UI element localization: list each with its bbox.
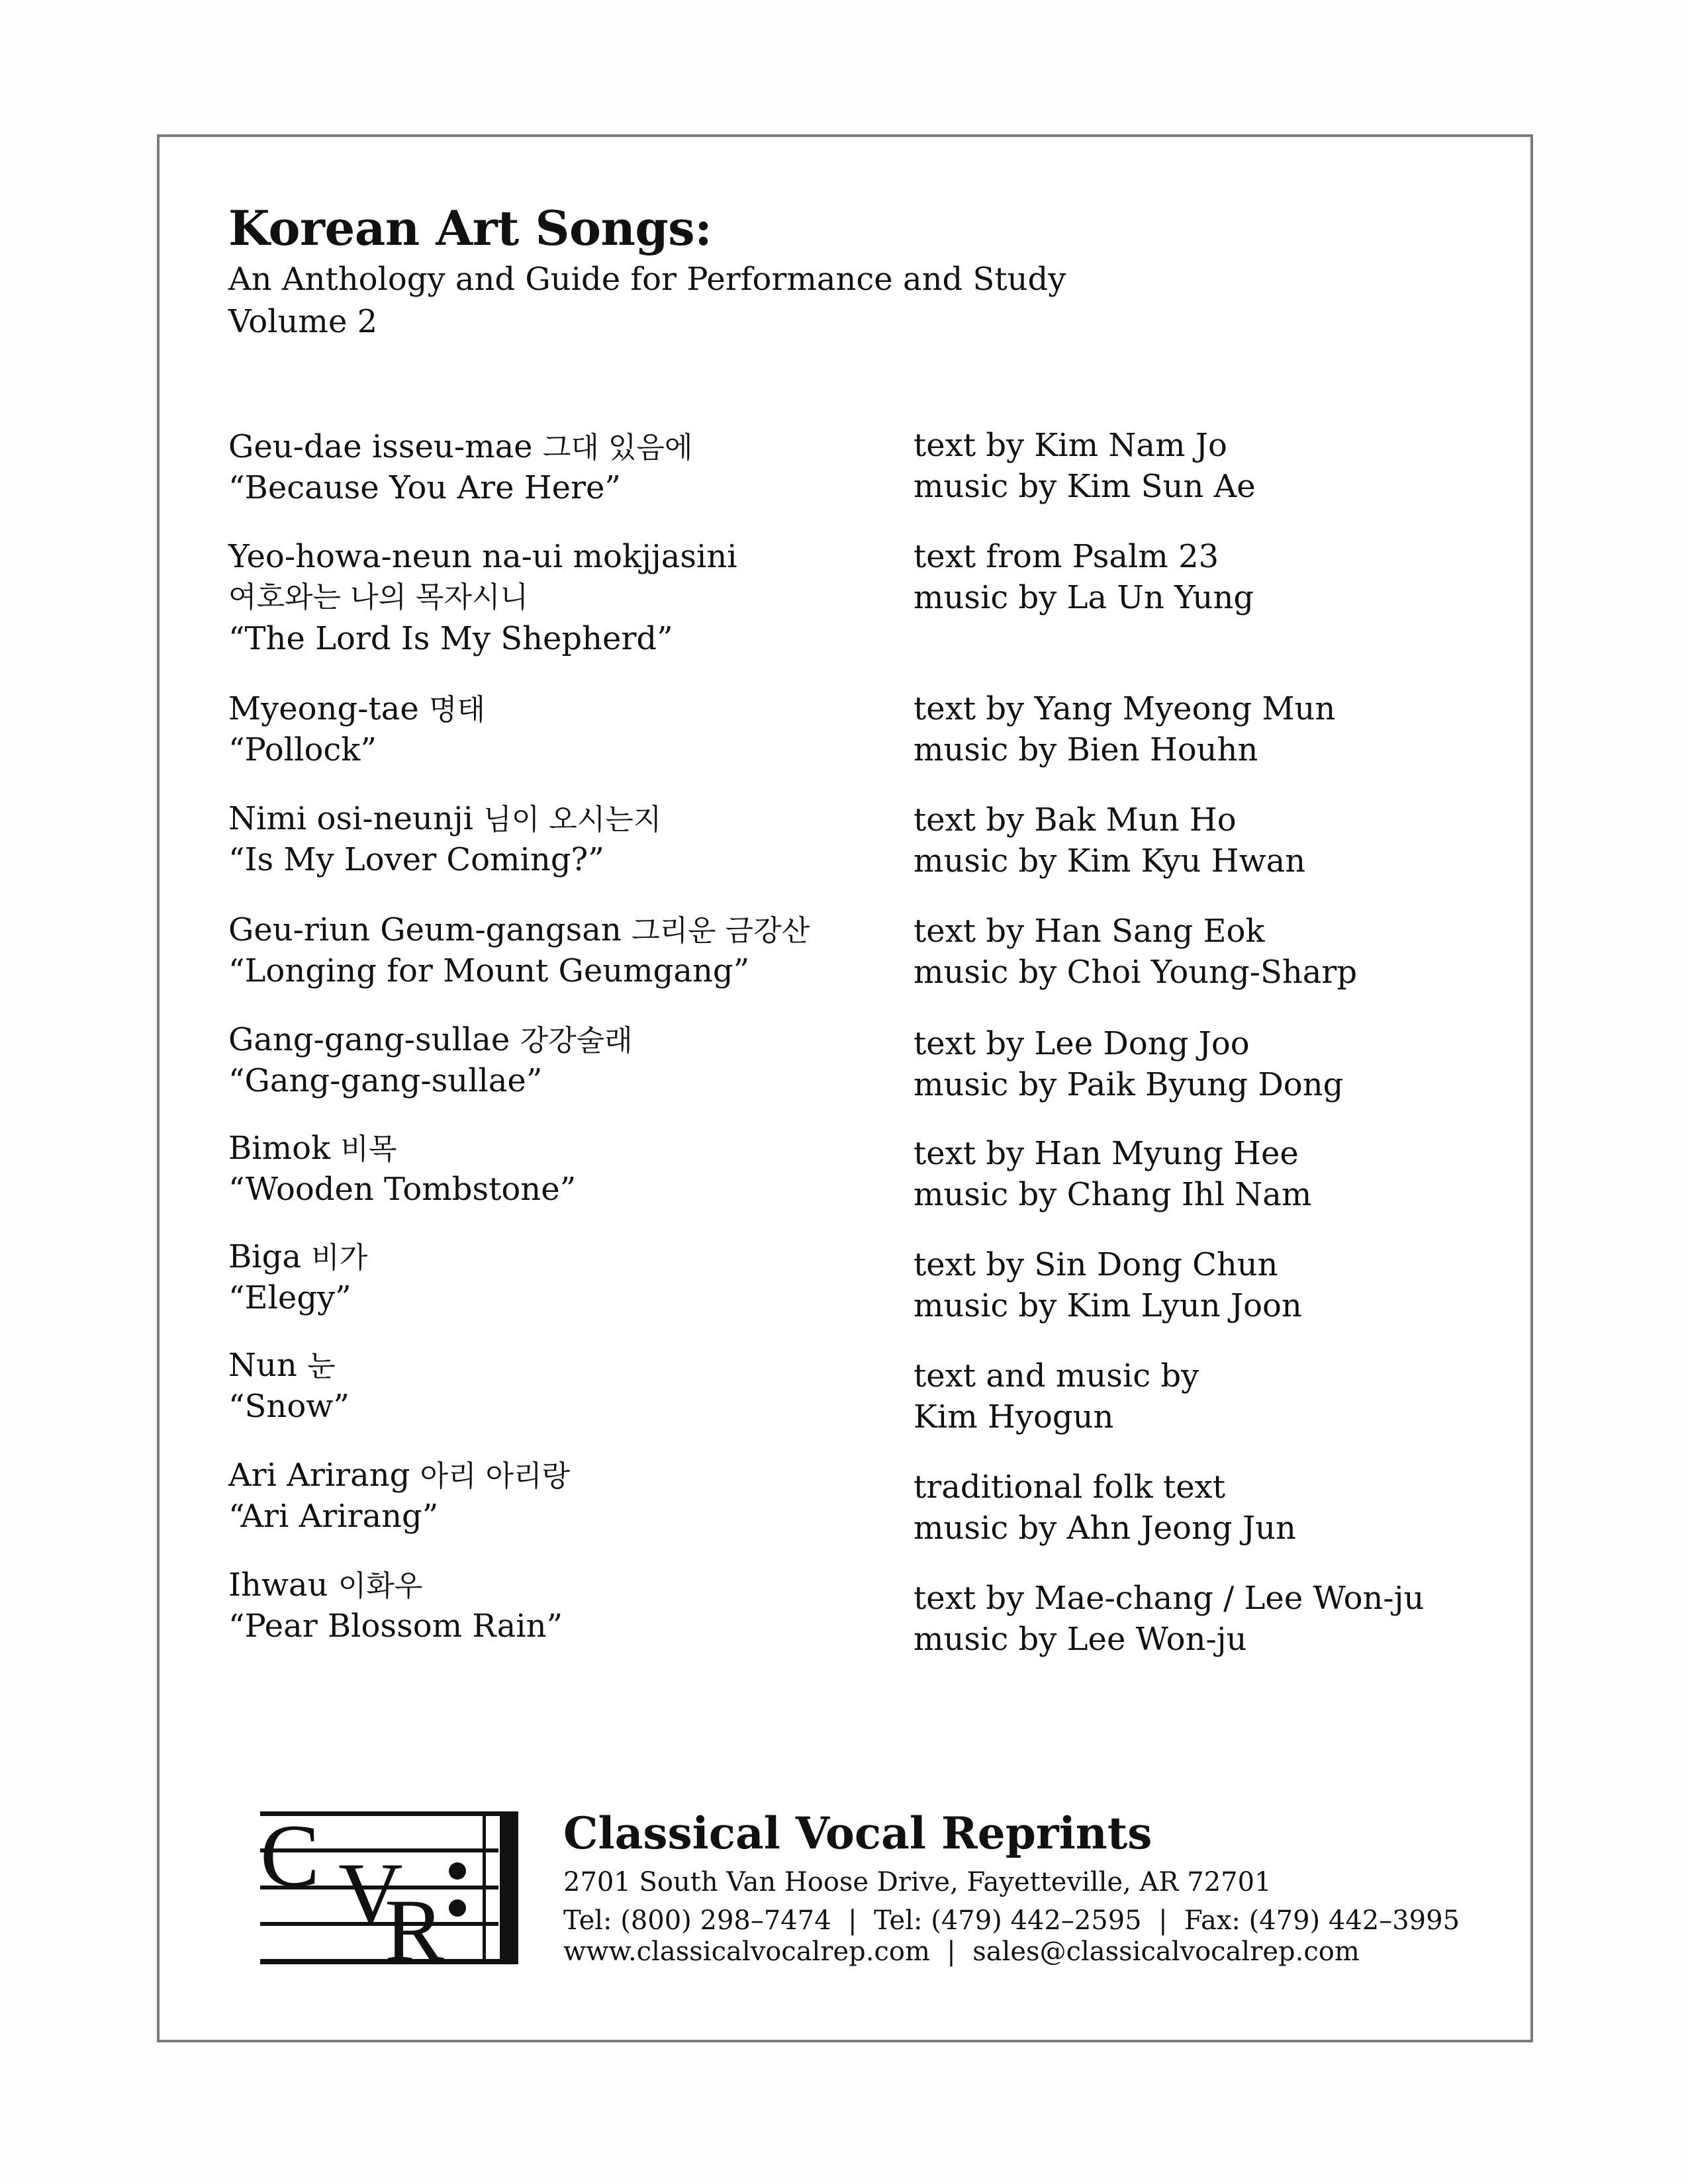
song-music-credit: music by Kim Sun Ae <box>914 468 1256 505</box>
song-english-title: “The Lord Is My Shepherd” <box>228 620 673 657</box>
song-text-credit: text by Han Myung Hee <box>914 1135 1299 1172</box>
song-text-credit: text by Sin Dong Chun <box>914 1246 1278 1283</box>
song-text-credit: text by Han Sang Eok <box>914 913 1265 950</box>
song-credits-block <box>914 1467 1296 1549</box>
song-romanized-title: Biga <box>228 1238 301 1275</box>
song-romanized-title: Gang-gang-sullae <box>228 1021 510 1058</box>
svg-text:R: R <box>385 1882 445 1965</box>
song-english-title: “Ari Arirang” <box>228 1498 439 1535</box>
song-music-credit: Kim Hyogun <box>914 1398 1114 1435</box>
song-credits-block <box>914 911 1357 993</box>
svg-text:C: C <box>260 1811 320 1905</box>
song-romanized-title: Myeong-tae <box>228 690 419 727</box>
song-credits-block <box>914 1244 1302 1326</box>
song-hangul-title: 이화우 <box>338 1569 423 1603</box>
song-english-title: “Because You Are Here” <box>228 469 621 506</box>
song-title-block <box>228 798 661 880</box>
song-title-block <box>228 688 485 770</box>
song-music-credit: music by La Un Yung <box>914 579 1254 616</box>
song-hangul-title: 아리 아리랑 <box>420 1459 571 1493</box>
song-romanized-title: Ihwau <box>228 1567 328 1604</box>
song-title-block <box>228 1565 563 1647</box>
song-title-block <box>228 909 810 991</box>
song-music-credit: music by Lee Won-ju <box>914 1621 1247 1658</box>
song-hangul-title: 님이 오시는지 <box>483 803 662 837</box>
song-english-title: “Longing for Mount Geumgang” <box>228 952 750 989</box>
song-text-credit: text from Psalm 23 <box>914 538 1219 575</box>
song-hangul-title: 비목 <box>340 1132 397 1166</box>
song-music-credit: music by Chang Ihl Nam <box>914 1176 1312 1213</box>
song-hangul-title: 그대 있음에 <box>542 431 693 465</box>
song-english-title: “Snow” <box>228 1388 350 1425</box>
song-credits-block <box>914 688 1335 770</box>
song-text-credit: text by Bak Mun Ho <box>914 801 1237 839</box>
song-hangul-title: 강강술래 <box>520 1024 633 1058</box>
song-music-credit: music by Kim Kyu Hwan <box>914 842 1306 880</box>
publisher-address: 2701 South Van Hoose Drive, Fayetteville, AR 72701 <box>563 1867 1272 1897</box>
song-english-title: “Is My Lover Coming?” <box>228 841 604 878</box>
song-english-title: “Pollock” <box>228 731 377 768</box>
song-music-credit: music by Ahn Jeong Jun <box>914 1510 1296 1547</box>
song-title-block <box>228 1019 633 1101</box>
page-subtitle: An Anthology and Guide for Performance and Study <box>228 261 1066 298</box>
song-text-credit: text by Yang Myeong Mun <box>914 690 1336 727</box>
song-title-block <box>228 1128 576 1210</box>
publisher-web-email: www.classicalvocalrep.com | sales@classicalvocalrep.com <box>563 1936 1360 1967</box>
page-title: Korean Art Songs: <box>228 200 712 256</box>
song-credits-block <box>914 1133 1311 1215</box>
song-romanized-title: Bimok <box>228 1130 331 1167</box>
song-music-credit: music by Choi Young-Sharp <box>914 954 1358 991</box>
song-music-credit: music by Bien Houhn <box>914 731 1258 768</box>
song-music-credit: music by Kim Lyun Joon <box>914 1287 1302 1324</box>
song-title-block <box>228 1455 570 1537</box>
song-text-credit: text by Lee Dong Joo <box>914 1025 1250 1062</box>
song-title-block <box>228 426 692 508</box>
song-title-block <box>228 1236 367 1318</box>
song-hangul-title: 비가 <box>311 1241 368 1275</box>
song-hangul-title: 명태 <box>429 693 486 727</box>
publisher-name: Classical Vocal Reprints <box>563 1807 1152 1859</box>
song-romanized-title: Geu-dae isseu-mae <box>228 428 533 465</box>
song-hangul-title: 눈 <box>307 1349 336 1383</box>
song-romanized-title: Nimi osi-neunji <box>228 800 473 837</box>
song-text-credit: traditional folk text <box>914 1469 1226 1506</box>
song-romanized-title: Nun <box>228 1347 297 1384</box>
song-text-credit: text and music by <box>914 1357 1199 1394</box>
song-english-title: “Gang-gang-sullae” <box>228 1062 543 1099</box>
song-credits-block <box>914 1578 1424 1660</box>
song-credits-block <box>914 799 1305 882</box>
cvr-staff-logo-icon <box>260 1811 518 1965</box>
song-romanized-title: Yeo-howa-neun na-ui mokjjasini <box>228 538 737 575</box>
song-text-credit: text by Mae-chang / Lee Won-ju <box>914 1580 1425 1617</box>
song-credits-block <box>914 1023 1343 1105</box>
song-text-credit: text by Kim Nam Jo <box>914 427 1227 464</box>
song-english-title: “Pear Blossom Rain” <box>228 1608 563 1645</box>
song-credits-block <box>914 425 1256 507</box>
song-english-title: “Wooden Tombstone” <box>228 1171 577 1208</box>
song-credits-block <box>914 536 1254 618</box>
volume-label: Volume 2 <box>228 303 378 340</box>
song-title-block <box>228 536 737 659</box>
song-romanized-title: Geu-riun Geum-gangsan <box>228 911 622 948</box>
song-english-title: “Elegy” <box>228 1279 352 1316</box>
song-title-block <box>228 1345 350 1427</box>
svg-text:V: V <box>338 1845 403 1944</box>
song-hangul-title: 그리운 금강산 <box>632 914 810 948</box>
song-hangul-title: 여호와는 나의 목자시니 <box>228 580 529 614</box>
song-music-credit: music by Paik Byung Dong <box>914 1066 1344 1103</box>
publisher-phone-numbers: Tel: (800) 298–7474 | Tel: (479) 442–2595 | Fax: (479) 442–3995 <box>563 1905 1460 1936</box>
song-credits-block <box>914 1355 1199 1437</box>
song-romanized-title: Ari Arirang <box>228 1457 410 1494</box>
